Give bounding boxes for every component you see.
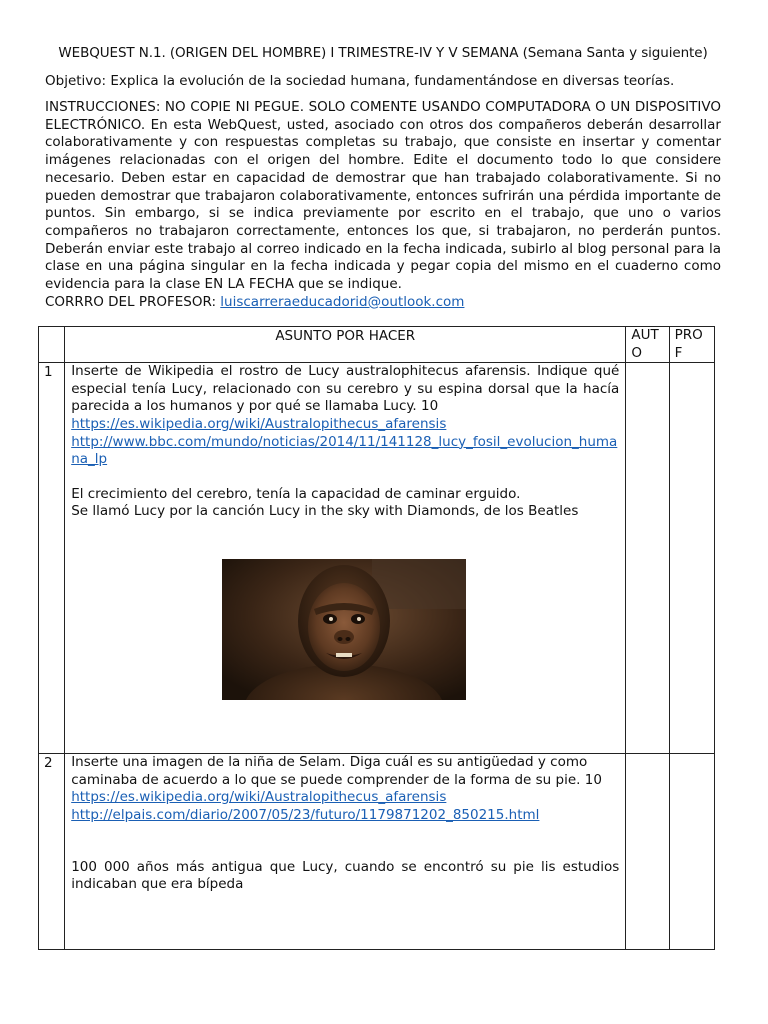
row-number: 1: [39, 363, 65, 754]
table-row: [39, 363, 715, 754]
prof-cell[interactable]: [669, 754, 714, 950]
header-task-cell: ASUNTO POR HACER: [65, 327, 626, 363]
task-prompt: Inserte una imagen de la niña de Selam. Diga cuál es su antigüedad y como caminaba de acuerdo a lo que se puede comprender de la forma de su pie. 10: [71, 754, 602, 788]
instructions-text: [45, 99, 721, 294]
prof-cell[interactable]: [669, 363, 714, 754]
lucy-reconstruction-photo: [222, 559, 466, 700]
row-number: 2: [39, 754, 65, 950]
answer-text: El crecimiento del cerebro, tenía la capacidad de caminar erguido.: [71, 485, 521, 502]
document-title: WEBQUEST N.1. (ORIGEN DEL HOMBRE) I TRIMESTRE-IV Y V SEMANA (Semana Santa y siguiente): [58, 45, 708, 61]
header-prof-cell: PRO F: [669, 327, 714, 363]
task-cell: [65, 754, 626, 950]
tasks-table: [38, 326, 715, 950]
table-row: [39, 754, 715, 950]
aut-cell[interactable]: [626, 363, 669, 754]
document-body: [45, 44, 721, 311]
answer-text: Se llamó Lucy por la canción Lucy in the sky with Diamonds, de los Beatles: [71, 503, 579, 520]
task-link-wikipedia[interactable]: https://es.wikipedia.org/wiki/Australopithecus_afarensis: [71, 789, 447, 806]
lucy-face-image: [222, 559, 466, 700]
objective-text: Objetivo: Explica la evolución de la sociedad humana, fundamentándose en diversas teorías.: [45, 73, 675, 89]
header-num-cell: [39, 327, 65, 363]
teacher-email-link[interactable]: luiscarreraeducadorid@outlook.com: [220, 293, 465, 310]
task-link-bbc[interactable]: http://www.bbc.com/mundo/noticias/2014/11/141128_lucy_fosil_evolucion_humana_lp: [71, 433, 618, 468]
aut-cell[interactable]: [626, 754, 669, 950]
header-aut-cell: AUT O: [626, 327, 669, 363]
email-label: CORRRO DEL PROFESOR:: [45, 293, 221, 310]
instructions-body: INSTRUCCIONES: NO COPIE NI PEGUE. SOLO COMENTE USANDO COMPUTADORA O UN DISPOSITIVO ELECTRÓNICO. En esta WebQuest, usted, asociado con otros dos compañeros deberán desarrollar colaborativamente y con respuestas completas su trabajo, que consiste en insertar y comentar imágenes relacionadas con el origen del hombre. Edite el documento todo lo que considere necesario. Deben estar en capacidad de demostrar que han trabajado colaborativamente. Si no pueden demostrar que trabajaron colaborativamente, entonces sufrirán una pérdida importante de puntos. Sin embargo, si se indica previamente por escrito en el trabajo, que uno o varios compañeros no trabajaron correctamente, entonces los que, si trabajaron, no perderán puntos. Deberán enviar este trabajo al correo indicado en la fecha indicada, subirlo al blog personal para la clase en una página singular en la fecha indicada y pegar copia del mismo en el cuaderno como evidencia para la clase EN LA FECHA que se indique.: [45, 99, 721, 293]
task-cell: [65, 363, 626, 754]
task-prompt: Inserte de Wikipedia el rostro de Lucy australophitecus afarensis. Indique qué especial tenía Lucy, relacionado con su cerebro y su espina dorsal que la hacía parecida a los humanos y por qué se llamaba Lucy. 10: [71, 363, 620, 415]
task-link-elpais[interactable]: http://elpais.com/diario/2007/05/23/futuro/1179871202_850215.html: [71, 806, 540, 823]
table-header-row: [39, 327, 715, 363]
task-link-wikipedia[interactable]: https://es.wikipedia.org/wiki/Australopithecus_afarensis: [71, 415, 447, 432]
answer-text: 100 000 años más antigua que Lucy, cuando se encontró su pie lis estudios indicaban que era bípeda: [71, 858, 620, 893]
teacher-email-line: [45, 294, 721, 312]
